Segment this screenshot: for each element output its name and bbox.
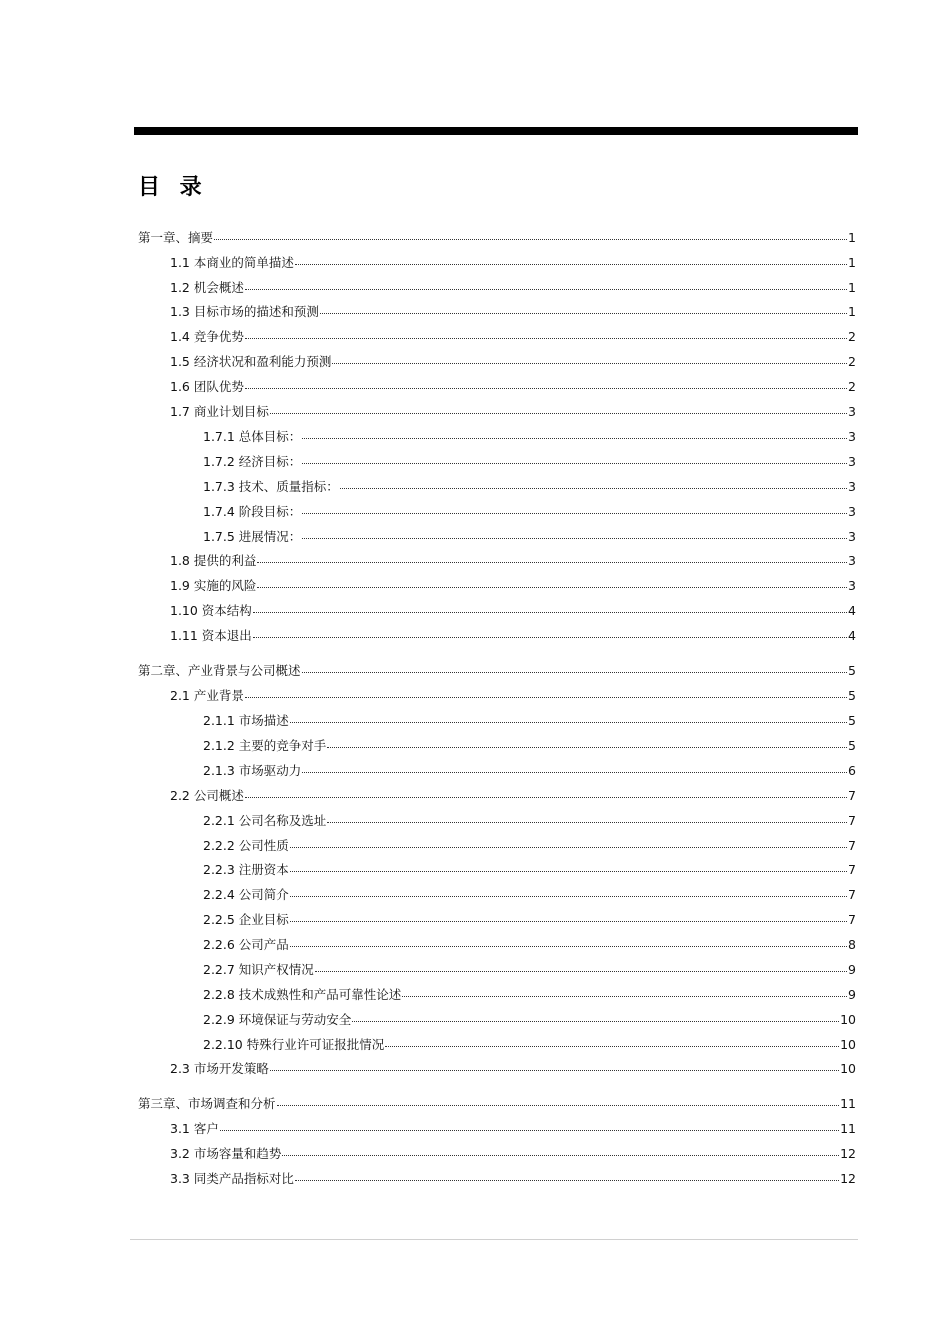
toc-entry-label: 1.10 资本结构 (170, 603, 252, 618)
toc-entry-label: 2.2.10 特殊行业许可证报批情况 (203, 1037, 385, 1052)
toc-leader-dots (245, 685, 847, 698)
toc-entry[interactable] (170, 551, 856, 571)
toc-entry-page: 3 (848, 529, 856, 544)
toc-entry[interactable] (203, 761, 856, 781)
toc-leader-dots (245, 277, 847, 290)
toc-leader-dots (257, 575, 847, 588)
toc-entry-label: 3.2 市场容量和趋势 (170, 1146, 282, 1161)
toc-entry[interactable] (170, 686, 856, 706)
toc-entry-label: 2.3 市场开发策略 (170, 1061, 269, 1076)
toc-entry-page: 2 (848, 354, 856, 369)
toc-entry[interactable] (170, 1169, 856, 1189)
toc-entry[interactable] (203, 1035, 856, 1055)
toc-entry-label: 2.2.8 技术成熟性和产品可靠性论述 (203, 987, 402, 1002)
toc-entry-label: 第二章、产业背景与公司概述 (138, 663, 301, 678)
toc-leader-dots (290, 710, 847, 723)
toc-leader-dots (302, 660, 848, 673)
toc-entry-page: 5 (848, 713, 856, 728)
toc-entry-label: 2.2.9 环境保证与劳动安全 (203, 1012, 352, 1027)
toc-entry[interactable] (170, 601, 856, 621)
toc-entry-label: 2.2.1 公司名称及选址 (203, 813, 327, 828)
toc-entry[interactable] (203, 960, 856, 980)
toc-entry-label: 2.2.2 公司性质 (203, 838, 289, 853)
toc-leader-dots (290, 909, 847, 922)
toc-leader-dots (302, 526, 847, 539)
toc-entry[interactable] (170, 626, 856, 646)
toc-leader-dots (245, 785, 847, 798)
toc-leader-dots (214, 227, 847, 240)
footer-rule (130, 1239, 858, 1240)
toc-leader-dots (290, 859, 847, 872)
toc-entry-page: 3 (848, 429, 856, 444)
toc-leader-dots (282, 1143, 839, 1156)
toc-entry-page: 1 (848, 280, 856, 295)
toc-entry[interactable] (203, 711, 856, 731)
toc-leader-dots (302, 426, 847, 439)
toc-entry[interactable] (170, 352, 856, 372)
page-title: 目 录 (138, 175, 208, 200)
toc-entry-label: 2.2.7 知识产权情况 (203, 962, 314, 977)
toc-entry-page: 10 (840, 1012, 856, 1027)
toc-entry-page: 2 (848, 379, 856, 394)
toc-leader-dots (385, 1034, 839, 1047)
toc-entry-page: 5 (848, 688, 856, 703)
toc-entry-page: 3 (848, 553, 856, 568)
toc-entry[interactable] (170, 377, 856, 397)
toc-entry[interactable] (203, 985, 856, 1005)
toc-entry-label: 2.2.6 公司产品 (203, 937, 289, 952)
toc-entry[interactable] (203, 502, 856, 522)
toc-leader-dots (270, 1058, 839, 1071)
toc-entry-page: 3 (848, 504, 856, 519)
toc-leader-dots (270, 401, 847, 414)
toc-entry-page: 3 (848, 479, 856, 494)
toc-entry-label: 3.1 客户 (170, 1121, 219, 1136)
toc-entry-label: 2.2 公司概述 (170, 788, 244, 803)
toc-entry-label: 第一章、摘要 (138, 230, 214, 245)
toc-entry-page: 5 (848, 663, 856, 678)
toc-entry-label: 2.2.3 注册资本 (203, 862, 289, 877)
toc-leader-dots (315, 959, 847, 972)
toc-entry-label: 1.7.3 技术、质量指标： (203, 479, 339, 494)
toc-leader-dots (257, 550, 847, 563)
toc-entry-page: 1 (848, 304, 856, 319)
toc-entry[interactable] (170, 1059, 856, 1079)
toc-entry-page: 12 (840, 1171, 856, 1186)
toc-entry[interactable] (203, 1010, 856, 1030)
toc-leader-dots (290, 884, 847, 897)
toc-entry[interactable] (170, 402, 856, 422)
toc-entry[interactable] (170, 576, 856, 596)
toc-entry[interactable] (170, 302, 856, 322)
toc-entry[interactable] (138, 1094, 856, 1114)
toc-entry[interactable] (170, 786, 856, 806)
toc-entry[interactable] (170, 253, 856, 273)
toc-entry-page: 4 (848, 628, 856, 643)
toc-entry-page: 7 (848, 813, 856, 828)
toc-entry-label: 1.7 商业计划目标 (170, 404, 269, 419)
toc-entry-page: 2 (848, 329, 856, 344)
toc-leader-dots (327, 735, 847, 748)
toc-leader-dots (302, 760, 847, 773)
toc-leader-dots (340, 476, 847, 489)
toc-entry[interactable] (203, 910, 856, 930)
toc-leader-dots (302, 451, 847, 464)
toc-entry-label: 1.7.5 进展情况： (203, 529, 302, 544)
toc-entry[interactable] (170, 278, 856, 298)
toc-entry-page: 5 (848, 738, 856, 753)
toc-entry-label: 1.2 机会概述 (170, 280, 244, 295)
toc-entry-page: 3 (848, 578, 856, 593)
toc-entry[interactable] (170, 327, 856, 347)
toc-leader-dots (302, 501, 847, 514)
toc-entry-page: 4 (848, 603, 856, 618)
toc-leader-dots (290, 934, 847, 947)
toc-leader-dots (402, 984, 847, 997)
toc-entry-page: 11 (840, 1121, 856, 1136)
toc-entry-page: 1 (848, 230, 856, 245)
toc-leader-dots (277, 1093, 840, 1106)
toc-leader-dots (332, 351, 847, 364)
toc-entry-label: 2.2.5 企业目标 (203, 912, 289, 927)
toc-entry-page: 10 (840, 1061, 856, 1076)
toc-entry-label: 1.9 实施的风险 (170, 578, 257, 593)
toc-entry-page: 3 (848, 404, 856, 419)
toc-entry-page: 6 (848, 763, 856, 778)
toc-entry-label: 1.8 提供的利益 (170, 553, 257, 568)
toc-entry-label: 1.7.1 总体目标： (203, 429, 302, 444)
toc-entry[interactable] (170, 1119, 856, 1139)
toc-entry-label: 2.1 产业背景 (170, 688, 244, 703)
toc-entry-label: 1.3 目标市场的描述和预测 (170, 304, 319, 319)
toc-entry[interactable] (203, 811, 856, 831)
toc-entry[interactable] (203, 836, 856, 856)
toc-entry-label: 1.5 经济状况和盈利能力预测 (170, 354, 332, 369)
toc-leader-dots (253, 625, 847, 638)
toc-entry[interactable] (203, 427, 856, 447)
toc-entry[interactable] (203, 935, 856, 955)
toc-entry-label: 1.1 本商业的简单描述 (170, 255, 294, 270)
toc-entry-label: 第三章、市场调查和分析 (138, 1096, 276, 1111)
toc-entry[interactable] (170, 1144, 856, 1164)
toc-entry-page: 11 (840, 1096, 856, 1111)
toc-entry-label: 3.3 同类产品指标对比 (170, 1171, 294, 1186)
toc-entry-page: 8 (848, 937, 856, 952)
toc-entry[interactable] (203, 736, 856, 756)
toc-leader-dots (220, 1118, 839, 1131)
toc-entry-label: 1.6 团队优势 (170, 379, 244, 394)
toc-entry-page: 7 (848, 838, 856, 853)
toc-entry-label: 1.7.2 经济目标： (203, 454, 302, 469)
toc-entry[interactable] (138, 661, 856, 681)
toc-leader-dots (327, 810, 847, 823)
toc-leader-dots (290, 835, 847, 848)
toc-entry-page: 7 (848, 912, 856, 927)
toc-entry[interactable] (203, 885, 856, 905)
toc-leader-dots (352, 1009, 839, 1022)
toc-entry-page: 7 (848, 862, 856, 877)
toc-entry-label: 2.1.1 市场描述 (203, 713, 289, 728)
toc-leader-dots (245, 326, 847, 339)
toc-entry-page: 3 (848, 454, 856, 469)
toc-entry-page: 10 (840, 1037, 856, 1052)
toc-entry[interactable] (203, 477, 856, 497)
toc-entry-page: 7 (848, 887, 856, 902)
toc-leader-dots (253, 600, 847, 613)
toc-entry[interactable] (203, 452, 856, 472)
toc-entry-label: 1.4 竞争优势 (170, 329, 244, 344)
toc-entry-label: 1.11 资本退出 (170, 628, 252, 643)
toc-entry-label: 2.1.3 市场驱动力 (203, 763, 302, 778)
toc-leader-dots (295, 252, 847, 265)
toc-entry-page: 7 (848, 788, 856, 803)
toc-entry-page: 12 (840, 1146, 856, 1161)
toc-entry-page: 9 (848, 962, 856, 977)
toc-entry-page: 1 (848, 255, 856, 270)
toc-leader-dots (320, 301, 847, 314)
toc-leader-dots (295, 1168, 839, 1181)
toc-entry[interactable] (203, 527, 856, 547)
toc-entry-page: 9 (848, 987, 856, 1002)
toc-leader-dots (245, 376, 847, 389)
toc-entry-label: 2.2.4 公司简介 (203, 887, 289, 902)
toc-entry-label: 1.7.4 阶段目标： (203, 504, 302, 519)
toc-entry[interactable] (138, 228, 856, 248)
toc-entry[interactable] (203, 860, 856, 880)
top-rule (134, 127, 858, 135)
toc-entry-label: 2.1.2 主要的竞争对手 (203, 738, 327, 753)
